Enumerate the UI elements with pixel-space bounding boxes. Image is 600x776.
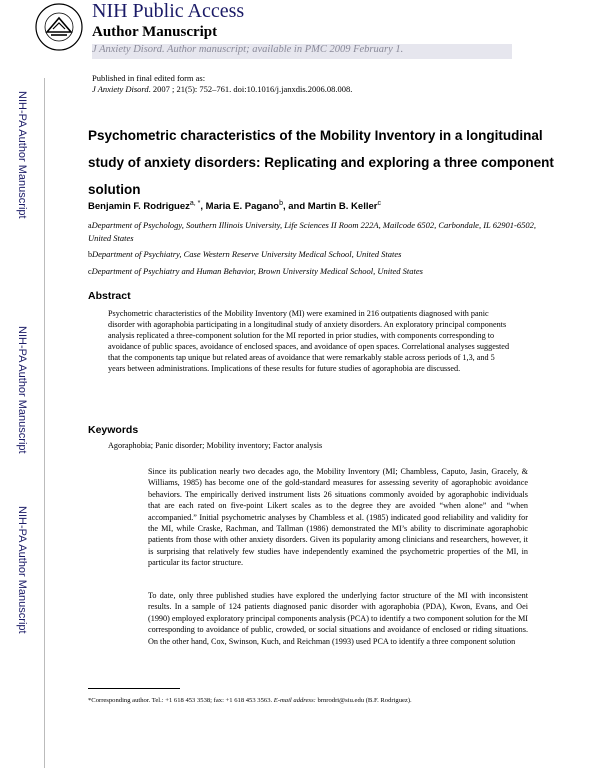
author-name: Martin B. Keller <box>307 201 378 213</box>
author-list <box>88 200 558 212</box>
affiliation-text: Department of Psychology, Southern Illinois University, Life Sciences II Room 222A, Mailcode 6502, Carbondale, IL 62901-6502, United States <box>88 220 536 243</box>
author-affil-mark: a, * <box>189 200 201 207</box>
author-affil-mark: b <box>279 200 283 207</box>
affiliation-b <box>88 248 558 261</box>
author-separator: , and <box>282 201 308 213</box>
sidebar-label-2: NIH-PA Author Manuscript <box>16 326 28 454</box>
author-manuscript-label: Author Manuscript <box>92 24 218 40</box>
affiliation-a <box>88 219 558 244</box>
availability-banner <box>92 44 512 59</box>
footnote-rule <box>88 688 180 689</box>
citation <box>92 84 352 94</box>
affiliation-mark: a <box>88 221 92 230</box>
affiliation-mark: c <box>88 267 92 276</box>
footnote <box>88 697 412 704</box>
affiliation-c <box>88 265 558 278</box>
affiliation-text: Department of Psychiatry, Case Western Reserve University Medical School, United States <box>92 249 402 259</box>
footnote-contact: *Corresponding author. Tel.: +1 618 453 3538; fax: +1 618 453 3563. <box>88 697 274 704</box>
citation-details: . 2007 ; 21(5): 752–761. doi:10.1016/j.janxdis.2006.08.008. <box>148 84 353 94</box>
article-title: Psychometric characteristics of the Mobility Inventory in a longitudinal study of anxiety disorders: Replicating and exploring a three component solution <box>88 128 554 197</box>
sidebar-label-3: NIH-PA Author Manuscript <box>16 506 28 634</box>
author-affil-mark: c <box>377 200 381 207</box>
nih-public-access-title: NIH Public Access <box>92 0 245 22</box>
abstract-text: Psychometric characteristics of the Mobility Inventory (MI) were examined in 216 outpatients diagnosed with panic disorder with agoraphobia participating in a longitudinal study of anxiety disorders. An exploratory principal components analysis replicated a three-component solution for the MI reported in prior studies, with components corresponding to avoidance of public spaces, avoidance of enclosed spaces, and avoidance of open spaces. Correlational analyses suggested that the components tap unique but related areas of avoidance that were remarkably stable across periods of 1,3, and 5 years between administrations. Implications of these results for future studies of agoraphobia are discussed. <box>108 309 510 373</box>
sidebar-label-1: NIH-PA Author Manuscript <box>16 91 28 219</box>
footnote-email: brnrodri@siu.edu (B.F. Rodriguez). <box>315 697 412 704</box>
body-paragraph-1: Since its publication nearly two decades ago, the Mobility Inventory (MI; Chambless, Caputo, Jasin, Gracely, & Williams, 1985) has become one of the gold-standard measures for assessing severity of agoraphobic avoidance behaviors. The empirically derived instrument lists 26 situations commonly avoided by agoraphobic individuals that are each rated on five-point Likert scales as to the degree they are avoided “when alone” and “when accompanied.” Initial psychometric analyses by Chambless et al. (1985) indicated good reliability and validity for the MI, while Craske, Rachman, and Tallman (1986) demonstrated the MI’s ability to discriminate agoraphobic patients from those with other anxiety disorders. Given its popularity among clinicians and researchers, however, it is surprising that relatively few studies have independently examined the psychometric properties of the MI, in particular its factor structure. <box>148 467 528 568</box>
author-name: Maria E. Pagano <box>205 201 280 213</box>
abstract-heading: Abstract <box>88 290 131 302</box>
author-separator: , <box>200 201 206 213</box>
affiliation-text: Department of Psychiatry and Human Behavior, Brown University Medical School, United States <box>91 266 423 276</box>
affiliation-mark: b <box>88 250 92 259</box>
author-name: Benjamin F. Rodriguez <box>88 201 190 213</box>
published-line: Published in final edited form as: <box>92 73 206 83</box>
keywords-text: Agoraphobia; Panic disorder; Mobility inventory; Factor analysis <box>108 441 323 450</box>
availability-text: J Anxiety Disord. Author manuscript; available in PMC 2009 February 1. <box>92 44 404 55</box>
sidebar-rule <box>44 78 45 768</box>
citation-journal: J Anxiety Disord <box>92 84 149 94</box>
keywords-heading: Keywords <box>88 424 139 436</box>
footnote-email-label: E-mail address: <box>273 697 316 704</box>
nih-logo <box>34 2 84 52</box>
body-paragraph-2: To date, only three published studies have explored the underlying factor structure of the MI with inconsistent results. In a sample of 124 patients diagnosed panic disorder with agoraphobia (PDA), Kwon, Evans, and Oei (1990) employed exploratory principal components analysis (PCA) to identify a two component solution for the MI corresponding to avoidance of public, crowded, or social situations and avoidance of enclosed or riding situations. On the other hand, Cox, Swinson, Kuch, and Reichman (1993) used PCA to identify a three component solution <box>148 591 528 646</box>
